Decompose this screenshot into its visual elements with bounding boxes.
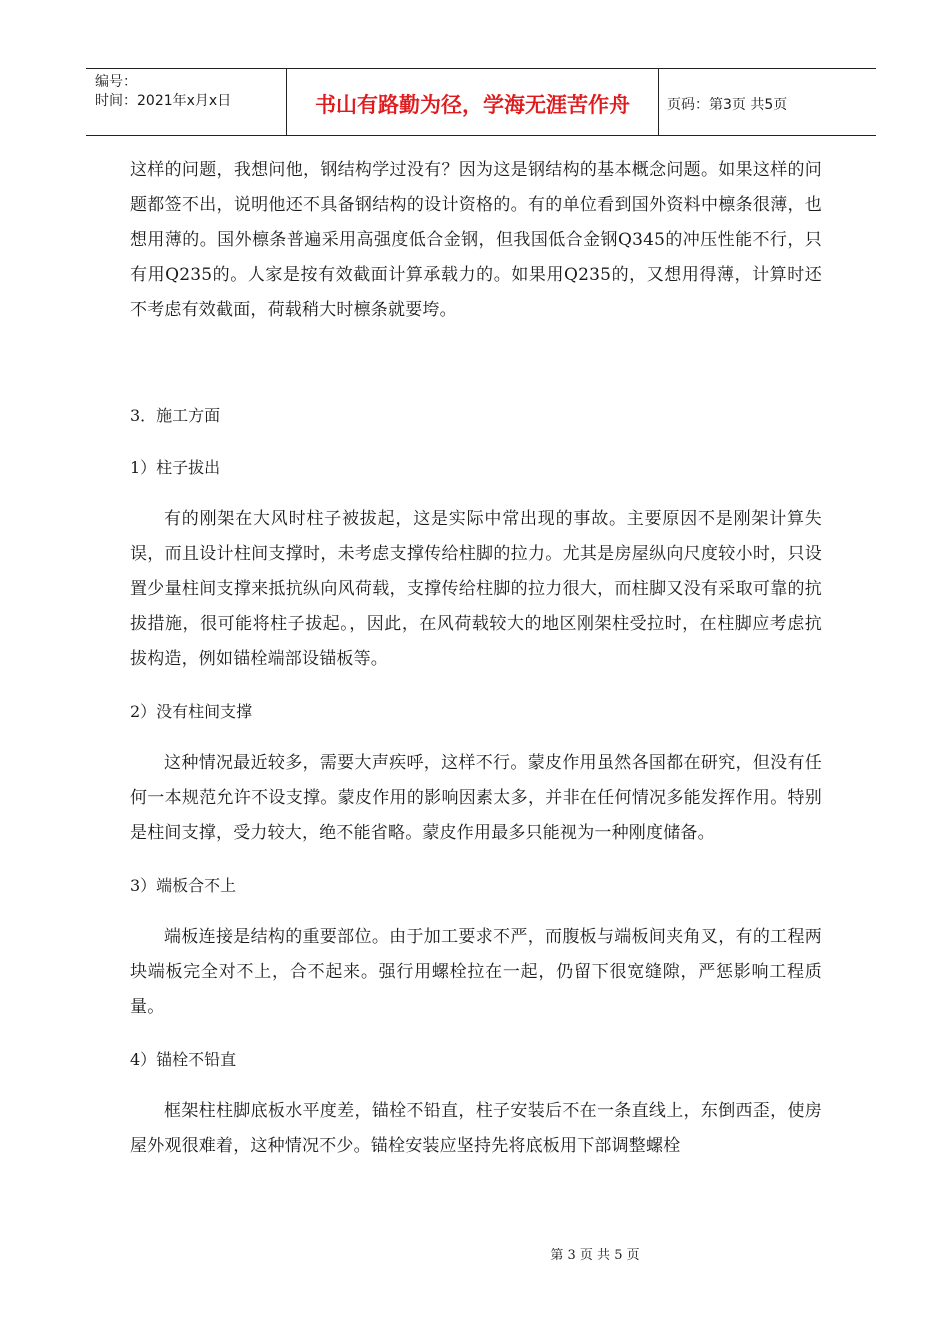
header-page-label: 页码：第3页 共5页 [667, 97, 788, 113]
document-header [86, 68, 876, 136]
item-heading-2: 2）没有柱间支撑 [130, 702, 253, 721]
item-heading-4: 4）锚栓不铅直 [130, 1050, 237, 1069]
header-motto: 书山有路勤为径，学海无涯苦作舟 [287, 69, 659, 135]
page-footer: 第 3 页 共 5 页 [550, 1248, 640, 1263]
item-heading-1: 1）柱子拔出 [130, 458, 221, 477]
item-paragraph-2: 这种情况最近较多，需要大声疾呼，这样不行。蒙皮作用虽然各国都在研究，但没有任何一本规范允许不设支撑。蒙皮作用的影响因素太多，并非在任何情况多能发挥作用。特别是柱间支撑，受力较大，绝不能省略。蒙皮作用最多只能视为一种刚度储备。 [130, 753, 822, 843]
doc-time-label: 时间：2021年x月x日 [95, 93, 232, 109]
item-paragraph-1: 有的刚架在大风时柱子被拔起，这是实际中常出现的事故。主要原因不是刚架计算失误，而且设计柱间支撑时，未考虑支撑传给柱脚的拉力。尤其是房屋纵向尺度较小时，只设置少量柱间支撑来抵抗纵向风荷载，支撑传给柱脚的拉力很大，而柱脚又没有采取可靠的抗拔措施，很可能将柱子拔起。，因此，在风荷载较大的地区刚架柱受拉时，在柱脚应考虑抗拔构造，例如锚栓端部设锚板等。 [130, 509, 822, 669]
header-meta [86, 69, 287, 135]
item-paragraph-3: 端板连接是结构的重要部位。由于加工要求不严，而腹板与端板间夹角叉，有的工程两块端板完全对不上，合不起来。强行用螺栓拉在一起，仍留下很宽缝隙，严惩影响工程质量。 [130, 927, 822, 1017]
item-paragraph-4: 框架柱柱脚底板水平度差，锚栓不铅直，柱子安装后不在一条直线上，东倒西歪，使房屋外观很难着，这种情况不少。锚栓安装应坚持先将底板用下部调整螺栓 [130, 1101, 822, 1156]
document-body [130, 153, 822, 1164]
intro-paragraph: 这样的问题，我想问他，钢结构学过没有？因为这是钢结构的基本概念问题。如果这样的问题都签不出，说明他还不具备钢结构的设计资格的。有的单位看到国外资料中檩条很薄，也想用薄的。国外檩条普遍采用高强度低合金钢，但我国低合金钢Q345的冲压性能不行，只有用Q235的。人家是按有效截面计算承载力的。如果用Q235的，又想用得薄，计算时还不考虑有效截面，荷载稍大时檩条就要垮。 [130, 160, 822, 320]
item-heading-3: 3）端板合不上 [130, 876, 237, 895]
section-heading: 3．施工方面 [130, 406, 221, 425]
doc-number-label: 编号： [95, 74, 137, 90]
